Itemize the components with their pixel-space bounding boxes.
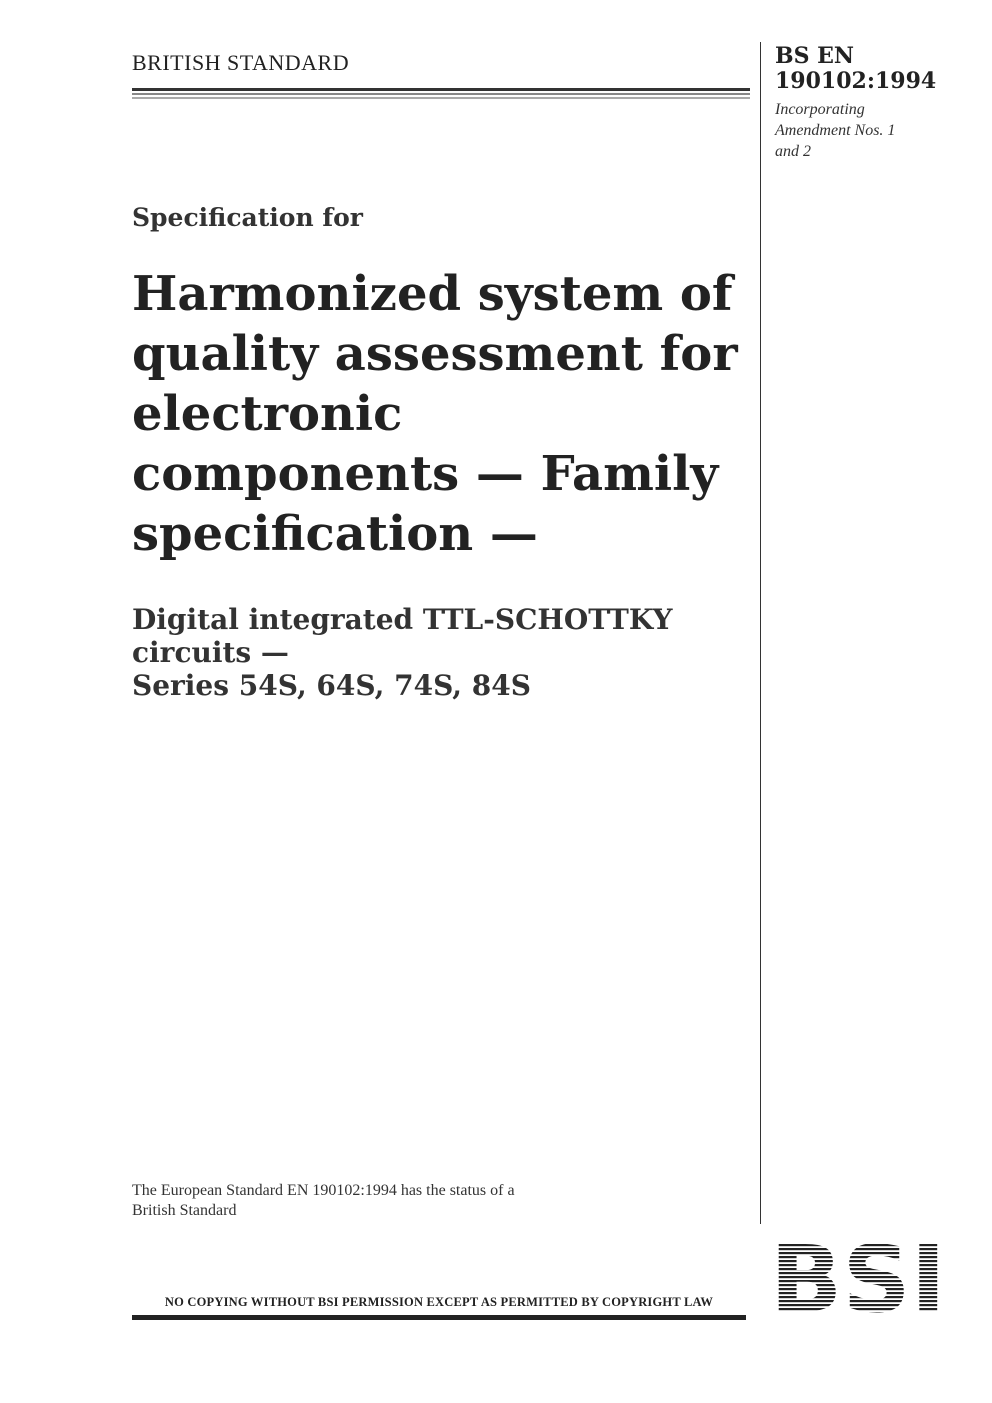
subtitle-line: circuits —: [132, 636, 289, 669]
standard-number: [775, 44, 936, 94]
bsi-logo-icon: [770, 1240, 946, 1314]
amendment-note: [775, 99, 935, 162]
subtitle-line: Series 54S, 64S, 74S, 84S: [132, 669, 531, 702]
standard-number-line1: BS EN: [775, 43, 855, 69]
vertical-divider: [760, 42, 761, 1224]
status-note-line2: British Standard: [132, 1202, 237, 1219]
main-title: [132, 264, 742, 564]
subtitle-line: Digital integrated TTL-SCHOTTKY: [132, 603, 673, 636]
document-type-label: BRITISH STANDARD: [132, 50, 350, 75]
header-rule: [132, 88, 750, 102]
main-title-line: components — Family: [132, 446, 719, 502]
main-title-line: electronic: [132, 386, 403, 442]
title-preface: Specification for: [132, 203, 363, 232]
standard-number-line2: 190102:1994: [775, 68, 937, 94]
amendment-line3: and 2: [775, 143, 811, 160]
copyright-notice: NO COPYING WITHOUT BSI PERMISSION EXCEPT AS PERMITTED BY COPYRIGHT LAW: [164, 1295, 714, 1309]
status-note-line1: The European Standard EN 190102:1994 has the status of a: [132, 1182, 515, 1199]
main-title-line: quality assessment for: [132, 326, 738, 382]
amendment-line2: Amendment Nos. 1: [775, 122, 896, 139]
subtitle: [132, 603, 742, 702]
main-title-line: Harmonized system of: [132, 266, 733, 322]
status-note: [132, 1181, 652, 1221]
main-title-line: specification —: [132, 506, 538, 562]
footer-rule: [132, 1315, 746, 1320]
amendment-line1: Incorporating: [775, 101, 865, 118]
